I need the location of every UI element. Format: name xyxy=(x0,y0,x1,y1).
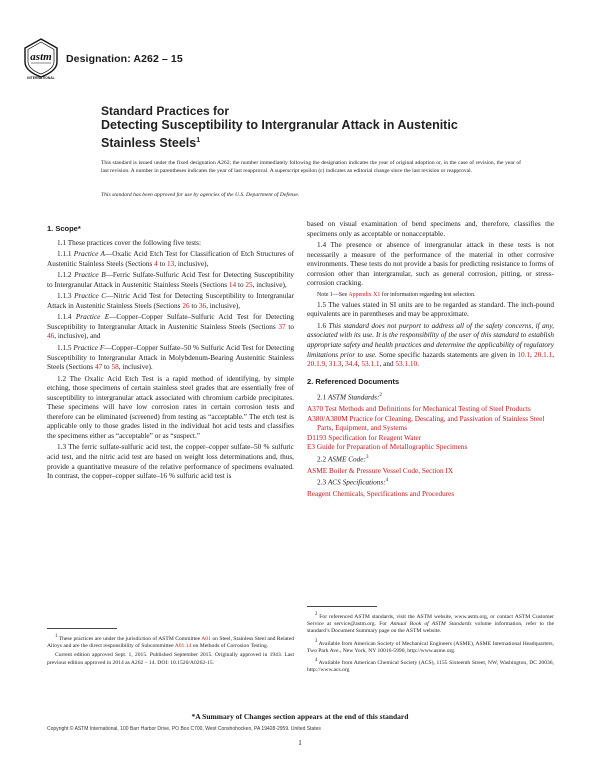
note-text: Note 1—See xyxy=(317,291,349,298)
para-text: to xyxy=(236,280,246,289)
practice-label: Practice A xyxy=(73,250,105,259)
title-line-3 xyxy=(101,133,521,151)
appendix-link[interactable]: Appendix X1 xyxy=(348,291,381,298)
footnote-2 xyxy=(307,611,554,636)
footnote-mark: 4 xyxy=(315,658,318,664)
committee-link[interactable]: A01 xyxy=(201,635,211,642)
para-num: 1.1.3 xyxy=(57,292,75,301)
astm-standards-list xyxy=(307,405,554,453)
footnote-mark: 1 xyxy=(55,634,58,639)
acs-spec-label xyxy=(307,476,554,488)
practice-label: Practice B xyxy=(74,271,106,280)
para-num: 1.1.4 xyxy=(57,313,76,322)
astm-standard-item[interactable] xyxy=(307,443,554,453)
footnote-3 xyxy=(307,638,554,655)
hazard-section-link[interactable]: 34.4 xyxy=(345,360,358,369)
section-link[interactable]: 14 xyxy=(228,280,237,289)
standard-code-link[interactable]: E3 xyxy=(307,443,316,452)
astm-standard-item[interactable] xyxy=(307,415,554,434)
hazard-section-link[interactable]: 53.1.10 xyxy=(395,360,418,369)
title-line-3-text: Stainless Steels xyxy=(101,136,197,151)
asme-code-label xyxy=(307,453,554,465)
practice-label: Practice C xyxy=(74,292,107,301)
footnote-mark: 2 xyxy=(379,393,382,399)
standard-code-link[interactable]: A380/A380M xyxy=(307,414,348,423)
para-text: to xyxy=(285,322,294,331)
footnote-rule-right xyxy=(307,606,377,607)
para-num: 1.1.5 xyxy=(57,344,74,353)
separator: , xyxy=(530,350,535,359)
separator: , xyxy=(552,350,555,359)
footnote-text: Available from American Chemical Society (ACS), 1155 Sixteenth Street, NW, Washington, DC 20036, http://www.acs.org xyxy=(307,660,554,674)
section-link[interactable]: 26 xyxy=(182,301,190,310)
sub-title: ASTM Standards: xyxy=(327,393,380,402)
footnote-text: For referenced ASTM standards, visit the ASTM website, www.astm.org, or contact ASTM Customer Service at service@astm.org. For xyxy=(307,613,554,628)
section-link[interactable]: 13 xyxy=(167,259,175,268)
para-num: 1.1.1 xyxy=(57,250,74,259)
para-text: —Oxalic Acid Etch Test for Classification of Etch Structures of Austenitic Stainless Steels (Sections xyxy=(47,250,295,268)
para-1-3: 1.3 The ferric sulfate-sulfuric acid test, the copper–copper sulfate–50 % sulfuric acid test, and the nitric acid test are based on weight loss determinations and, thus, provide a quantitative measure of the relative performance of specimens evaluated. In contrast, the copper–copper sulfate–16 % sulfuric acid test is xyxy=(47,443,294,481)
practice-label: Practice E xyxy=(75,313,110,322)
para-1-1: 1.1 These practices cover the following five tests: xyxy=(57,238,202,247)
para-1-1-5 xyxy=(47,344,294,373)
title-block xyxy=(101,104,521,151)
left-column xyxy=(47,220,294,484)
para-1-1-4 xyxy=(47,313,294,342)
footnote-text: on Methods of Corrosion Testing. xyxy=(191,643,269,650)
title-line-1: Standard Practices for xyxy=(101,104,230,118)
para-1-6 xyxy=(307,322,554,370)
astm-standards-label xyxy=(307,391,554,403)
title-line-2: Detecting Susceptibility to Intergranular Attack in Austenitic xyxy=(101,118,458,132)
standard-title[interactable]: Test Methods and Definitions for Mechanical Testing of Steel Products xyxy=(323,405,531,414)
para-text: Some specific hazards statements are given in xyxy=(376,350,518,359)
separator: , xyxy=(325,360,329,369)
title-footnote-mark: 1 xyxy=(196,137,201,144)
footnote-mark: 3 xyxy=(315,638,318,644)
para-text: —Copper–Copper Sulfate–Sulfuric Acid Test for Detecting Susceptibility to Intergranular Attack in Austenitic Stainless Steels (Sections xyxy=(47,313,294,331)
asme-item[interactable]: ASME Boiler & Pressure Vessel Code, Section IX xyxy=(307,466,454,475)
hazard-section-link[interactable]: 20.1.1 xyxy=(534,350,553,359)
standard-title[interactable]: Specification for Reagent Water xyxy=(326,433,422,442)
section-2-heading: 2. Referenced Documents xyxy=(307,376,400,386)
summary-of-changes-note: *A Summary of Changes section appears at the end of this standard xyxy=(191,712,409,721)
section-1-heading: 1. Scope* xyxy=(47,224,81,233)
note-1 xyxy=(307,291,554,299)
note-text: for information regarding test selection. xyxy=(380,291,476,298)
footnote-text: volume information, refer to the standard’s Document Summary page on the ASTM website. xyxy=(307,621,554,635)
para-1-1-1 xyxy=(47,250,294,269)
sub-num: 2.2 xyxy=(317,455,328,464)
astm-standard-item[interactable] xyxy=(307,405,554,415)
para-text: , inclusive), xyxy=(252,280,287,289)
issued-notice: This standard is issued under the fixed designation A262; the number immediately following the designation indicates the year of original adoption or, in the case of revision, the year of last revision. A number in parentheses indicates the year of last reapproval. A superscript epsilon (ε) indicates an editorial change since the last revision or reapproval. xyxy=(101,160,521,174)
logo-caption: INTERNATIONAL xyxy=(27,76,55,80)
footnote-italic: Annual Book of ASTM Standards xyxy=(390,621,472,628)
approval-notice: This standard has been approved for use by agencies of the U.S. Department of Defense. xyxy=(101,192,300,198)
para-text: , inclusive). xyxy=(118,363,153,372)
copyright-line: Copyright © ASTM International, 100 Barr Harbor Drive, PO Box C700, West Conshohocken, PA 19428-2959. United States xyxy=(47,726,321,732)
section-link[interactable]: 47 xyxy=(94,363,103,372)
footnote-rule-left xyxy=(47,628,117,629)
subcommittee-link[interactable]: A01.14 xyxy=(174,643,192,650)
svg-text:astm: astm xyxy=(30,51,52,63)
footnotes-left xyxy=(47,633,294,669)
para-num: 1.6 xyxy=(317,321,329,330)
para-1-2: 1.2 The Oxalic Acid Etch Test is a rapid method of identifying, by simple etching, those specimens of certain stainless steel grades that are essentially free of susceptibility to intergranular attack associated with chromium carbide precipitates. These specimens will have low corrosion rates in certain corrosion tests and therefore can be eliminated (screened) from testing as “acceptable.” The etch test is applicable only to those grades listed in the individual hot acid tests and classifies the specimens either as “acceptable” or as “suspect.” xyxy=(47,374,294,440)
safety-statement: This standard does not purport to address all of the safety concerns, if any, associated with its use. It is the responsibility of the user of this standard to establish appropriate safety and health practices and determine the applicability of regulatory limitations prior to use. xyxy=(307,321,554,359)
para-text: , inclusive), xyxy=(174,259,209,268)
para-text: , inclusive), and xyxy=(54,332,101,341)
standard-code-link[interactable]: A370 xyxy=(307,405,324,414)
footnote-mark: 2 xyxy=(315,612,318,617)
footnote-text: Available from American Society of Mechanical Engineers (ASME), ASME International Headquarters, Two Park Ave., New York, NY 10016-5990, http://www.asme.org. xyxy=(307,640,554,654)
section-link[interactable]: 58 xyxy=(111,363,119,372)
separator: , xyxy=(341,360,346,369)
hazard-section-link[interactable]: 20.1.9 xyxy=(307,360,326,369)
astm-standard-item[interactable] xyxy=(307,434,554,444)
separator: . xyxy=(417,360,419,369)
astm-logo xyxy=(24,38,58,78)
section-link[interactable]: 36 xyxy=(198,301,207,310)
designation: Designation: A262 – 15 xyxy=(66,53,183,65)
sub-num: 2.3 xyxy=(317,478,328,487)
acs-item[interactable]: Reagent Chemicals, Specifications and Procedures xyxy=(307,490,455,499)
para-text: —Copper–Copper Sulfate–50 % Sulfuric Acid Test for Detecting Susceptibility to Intergranular Attack in Molybdenum-Bearing Austenitic Stainless Steels (Sections xyxy=(47,344,294,372)
para-1-1-3 xyxy=(47,292,294,311)
footnote-1-edition: Current edition approved Sept. 1, 2015. Published September 2015. Originally approved in 1943. Last previous edition approved in 2014 as A262 – 14. DOI: 10.1520/A0262-15. xyxy=(47,652,294,666)
footnote-mark: 4 xyxy=(385,478,389,484)
para-1-3-continued: based on visual examination of bend specimens and, therefore, classifies the specimens only as acceptable or nonacceptable. xyxy=(307,220,554,238)
section-link[interactable]: 25 xyxy=(245,280,253,289)
sub-title: ASME Code: xyxy=(327,455,366,464)
para-text: to xyxy=(189,301,199,310)
sub-num: 2.1 xyxy=(317,393,328,402)
practice-label: Practice F xyxy=(73,344,105,353)
section-link[interactable]: 4 xyxy=(154,259,158,268)
separator: , xyxy=(357,360,362,369)
footnote-4 xyxy=(307,657,554,674)
para-text: to xyxy=(157,259,168,268)
para-1-1-2 xyxy=(47,271,294,290)
section-link[interactable]: 46 xyxy=(47,332,55,341)
separator: , and xyxy=(379,360,396,369)
footnote-1 xyxy=(47,633,294,650)
footnote-mark: 3 xyxy=(365,454,369,460)
section-link[interactable]: 37 xyxy=(278,322,286,331)
standard-code-link[interactable]: D1193 xyxy=(307,433,327,442)
asme-list xyxy=(307,467,554,477)
hazard-section-link[interactable]: 10.1 xyxy=(517,350,530,359)
para-num: 1.1.2 xyxy=(57,271,75,280)
standard-title[interactable]: Guide for Preparation of Metallographic Specimens xyxy=(315,443,468,452)
hazard-section-link[interactable]: 53.1.1 xyxy=(361,360,380,369)
footnotes-right xyxy=(307,611,554,677)
para-1-4: 1.4 The presence or absence of intergranular attack in these tests is not necessarily a measure of the performance of the material in other corrosive environments. These tests do not provide a basis for predicting resistance to forms of corrosion other than intergranular, such as general corrosion, pitting, or stress-corrosion cracking. xyxy=(307,241,554,288)
hazard-section-link[interactable]: 31.3 xyxy=(328,360,342,369)
footnote-text: on Steel, Stainless Steel and Related Alloys and are the direct responsibility of Subcommittee xyxy=(47,635,295,650)
para-text: —Nitric Acid Test for Detecting Susceptibility to Intergranular Attack in Austenitic Stainless Steels (Sections xyxy=(47,292,294,310)
para-text: —Ferric Sulfate-Sulfuric Acid Test for Detecting Susceptibility to Intergranular Attack in Austenitic Stainless Steels (Sections xyxy=(47,271,294,289)
page-number: 1 xyxy=(298,738,302,747)
para-text: to xyxy=(102,363,112,372)
para-text: , inclusive), xyxy=(206,301,241,310)
footnote-text: These practices are under the jurisdiction of ASTM Committee xyxy=(57,635,202,642)
standard-title[interactable]: Practice for Cleaning, Descaling, and Passivation of Stainless Steel Parts, Equipment, and Systems xyxy=(317,414,545,433)
sub-title: ACS Specifications: xyxy=(327,478,386,487)
para-1-5: 1.5 The values stated in SI units are to be regarded as standard. The inch-pound equivalents are in parentheses and may be approximate. xyxy=(307,300,554,319)
right-column xyxy=(307,220,554,500)
acs-list xyxy=(307,490,554,500)
